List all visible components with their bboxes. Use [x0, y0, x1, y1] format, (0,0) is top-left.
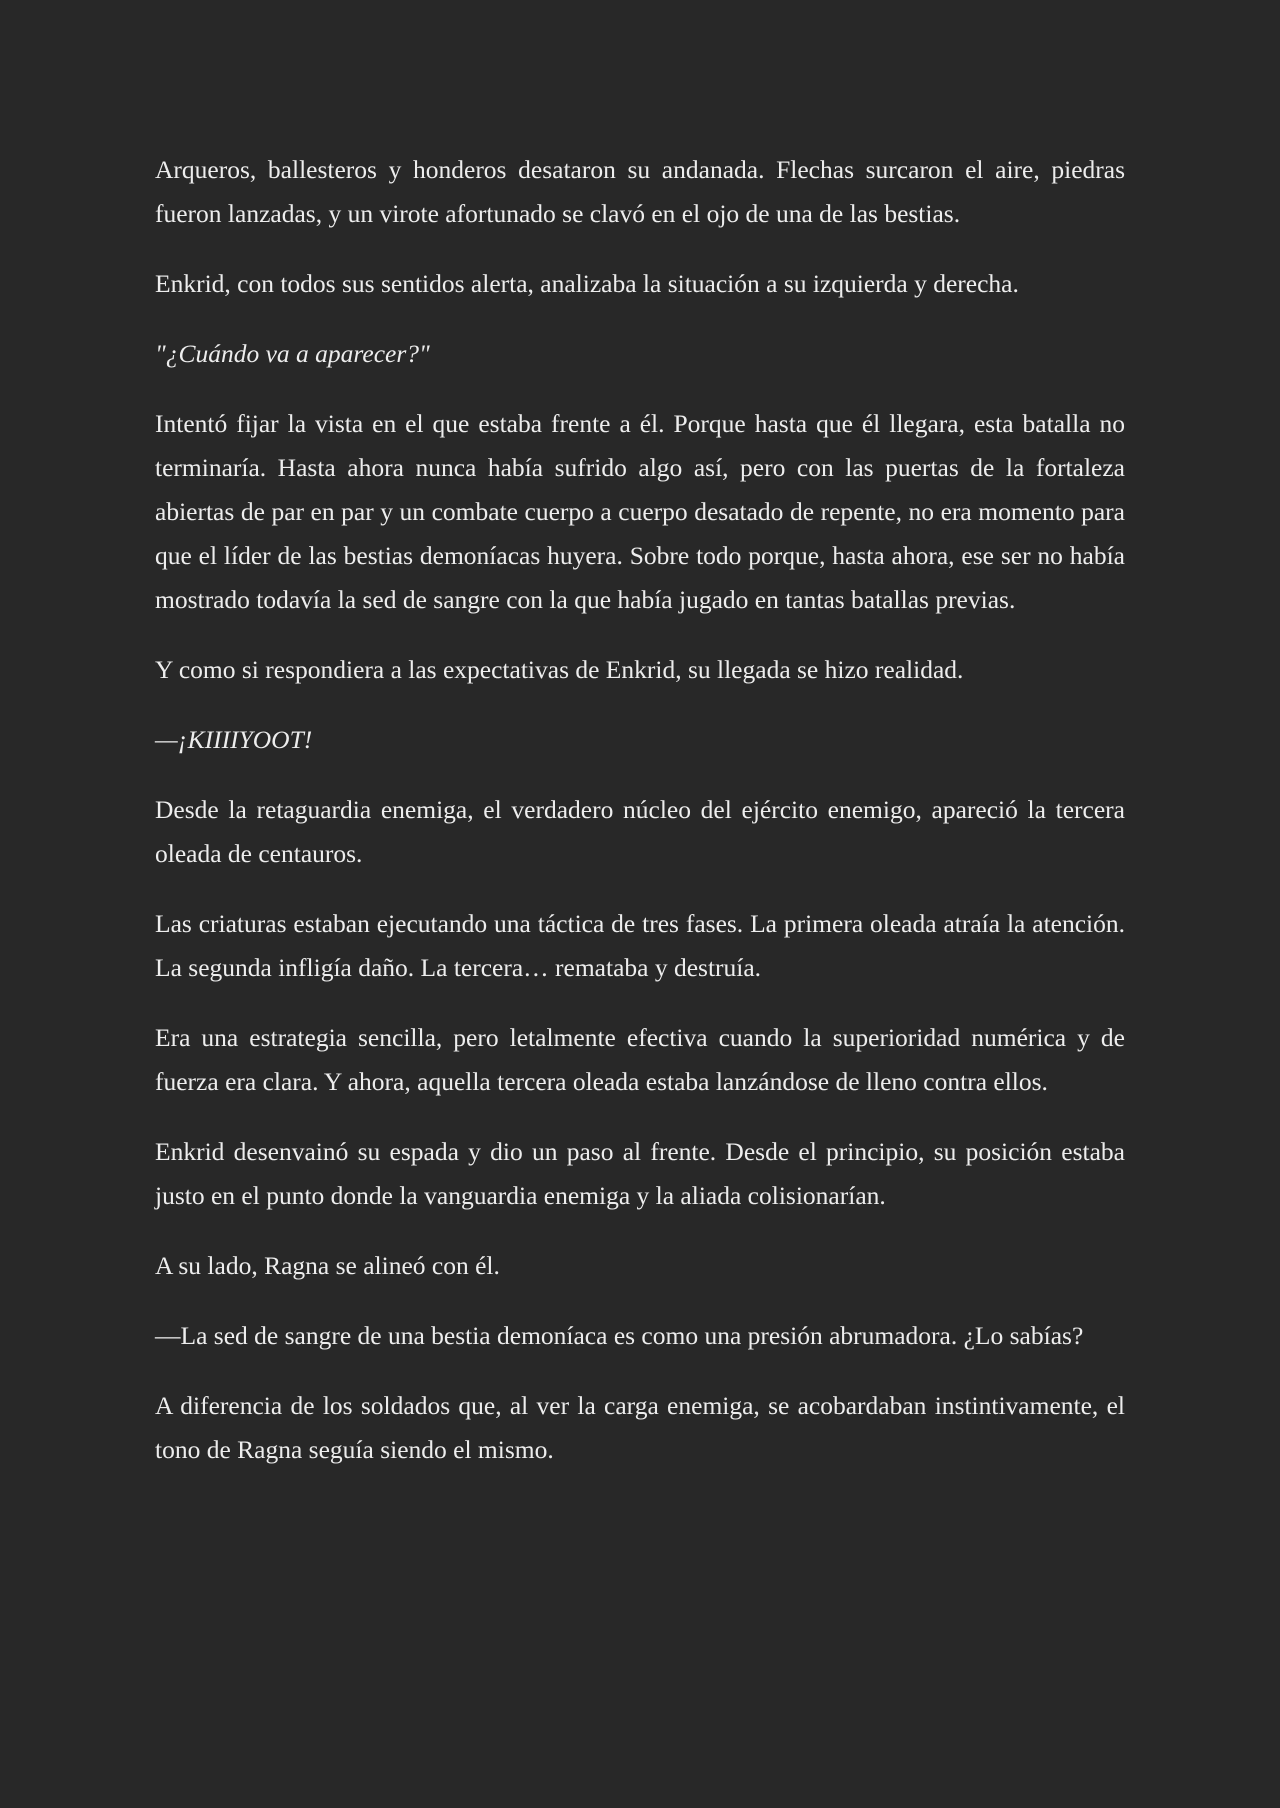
paragraph-sound: —¡KIIIIYOOT! — [155, 725, 313, 754]
paragraph: Arqueros, ballesteros y honderos desataron su andanada. Flechas surcaron el aire, piedras fueron lanzadas, y un virote afortunado se clavó en el ojo de una de las bestias. — [155, 155, 1125, 228]
paragraph: A su lado, Ragna se alineó con él. — [155, 1251, 500, 1280]
paragraph-dialogue: —La sed de sangre de una bestia demoníaca es como una presión abrumadora. ¿Lo sabías? — [155, 1321, 1084, 1350]
paragraph: Era una estrategia sencilla, pero letalmente efectiva cuando la superioridad numérica y de fuerza era clara. Y ahora, aquella tercera oleada estaba lanzándose de lleno contra ellos. — [155, 1023, 1125, 1096]
paragraph: Desde la retaguardia enemiga, el verdadero núcleo del ejército enemigo, apareció la tercera oleada de centauros. — [155, 795, 1125, 868]
paragraph: A diferencia de los soldados que, al ver la carga enemiga, se acobardaban instintivamente, el tono de Ragna seguía siendo el mismo. — [155, 1391, 1125, 1464]
paragraph-thought: "¿Cuándo va a aparecer?" — [155, 339, 430, 368]
reading-page — [155, 148, 1125, 1498]
paragraph: Enkrid desenvainó su espada y dio un paso al frente. Desde el principio, su posición estaba justo en el punto donde la vanguardia enemiga y la aliada colisionarían. — [155, 1137, 1125, 1210]
paragraph: Enkrid, con todos sus sentidos alerta, analizaba la situación a su izquierda y derecha. — [155, 269, 1019, 298]
paragraph: Intentó fijar la vista en el que estaba frente a él. Porque hasta que él llegara, esta batalla no terminaría. Hasta ahora nunca había sufrido algo así, pero con las puertas de la fortaleza abiertas de par en par y un combate cuerpo a cuerpo desatado de repente, no era momento para que el líder de las bestias demoníacas huyera. Sobre todo porque, hasta ahora, ese ser no había mostrado todavía la sed de sangre con la que había jugado en tantas batallas previas. — [155, 409, 1125, 614]
paragraph: Y como si respondiera a las expectativas de Enkrid, su llegada se hizo realidad. — [155, 655, 964, 684]
paragraph: Las criaturas estaban ejecutando una táctica de tres fases. La primera oleada atraía la atención. La segunda infligía daño. La tercera… remataba y destruía. — [155, 909, 1125, 982]
